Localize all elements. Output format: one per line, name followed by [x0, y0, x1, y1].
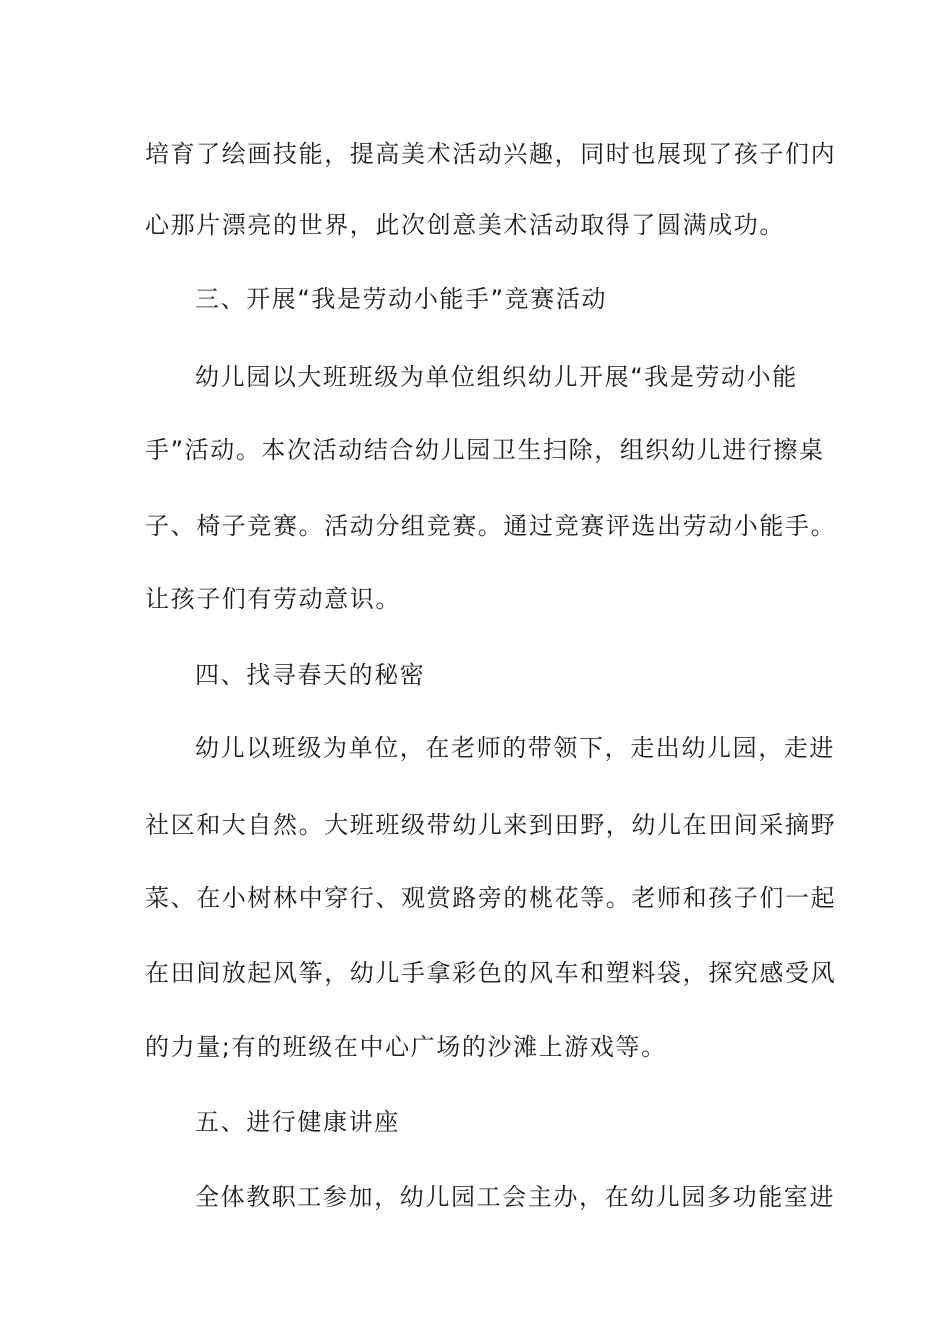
paragraph-line: 社区和大自然。大班班级带幼儿来到田野，幼儿在田间采摘野 — [145, 811, 837, 839]
paragraph-line: 在田间放起风筝，幼儿手拿彩色的风车和塑料袋，探究感受风 — [145, 959, 837, 987]
paragraph-line: 的力量;有的班级在中心广场的沙滩上游戏等。 — [145, 1033, 667, 1061]
section-heading: 三、开展“我是劳动小能手”竞赛活动 — [195, 285, 608, 313]
section-heading: 五、进行健康讲座 — [195, 1108, 400, 1136]
paragraph-line: 培育了绘画技能，提高美术活动兴趣，同时也展现了孩子们内 — [145, 140, 837, 168]
paragraph-line: 手”活动。本次活动结合幼儿园卫生扫除，组织幼儿进行擦桌 — [145, 436, 825, 464]
paragraph-line: 全体教职工参加，幼儿园工会主办，在幼儿园多功能室进 — [195, 1183, 835, 1211]
paragraph-line: 让孩子们有劳动意识。 — [145, 585, 401, 613]
section-heading: 四、找寻春天的秘密 — [195, 661, 426, 689]
paragraph-line: 心那片漂亮的世界，此次创意美术活动取得了圆满成功。 — [145, 211, 785, 239]
paragraph-line: 子、椅子竞赛。活动分组竞赛。通过竞赛评选出劳动小能手。 — [145, 512, 837, 540]
paragraph-line: 幼儿园以大班班级为单位组织幼儿开展“我是劳动小能 — [195, 363, 798, 391]
paragraph-line: 幼儿以班级为单位，在老师的带领下，走出幼儿园，走进 — [195, 734, 835, 762]
paragraph-line: 菜、在小树林中穿行、观赏路旁的桃花等。老师和孩子们一起 — [145, 884, 837, 912]
